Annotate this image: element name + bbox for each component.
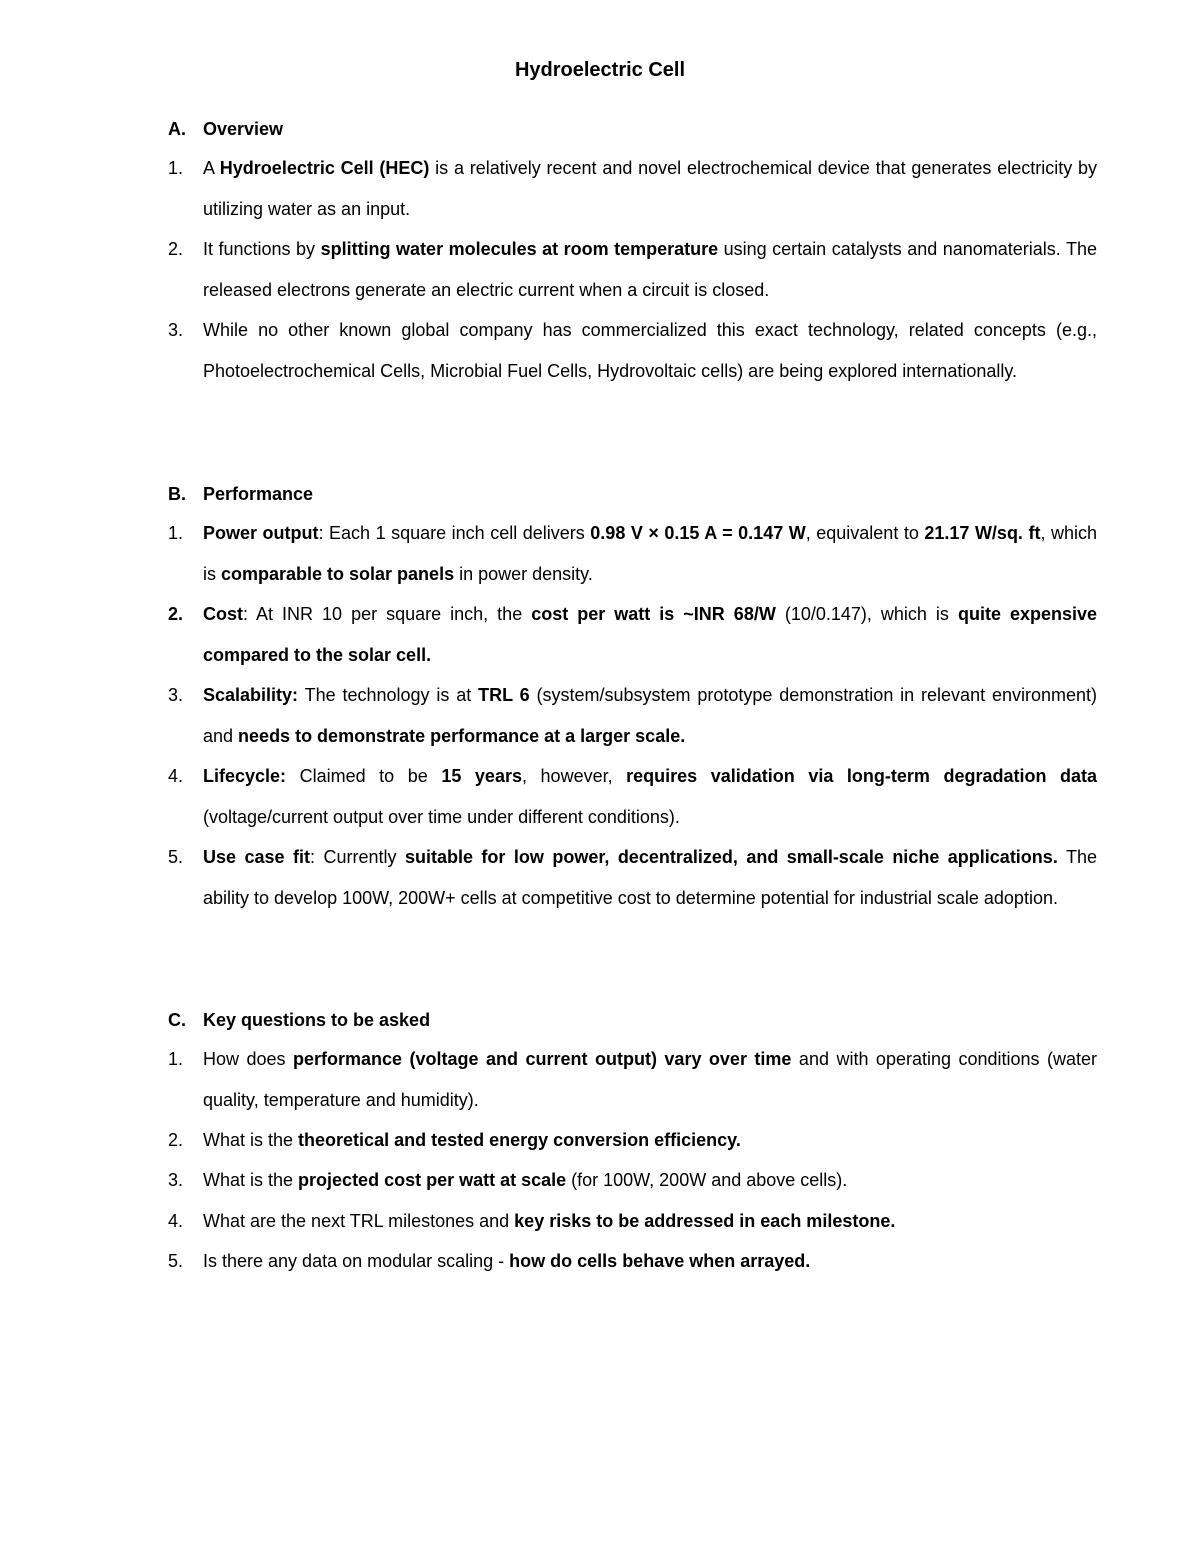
section-letter: A. [168,119,186,139]
bold-text: Use case fit [203,847,310,867]
list-item-text [203,594,1097,675]
list-item-text [203,1160,1097,1201]
list-item [168,513,1097,594]
list-item-number: 2. [168,604,184,624]
text-run: : At INR 10 per square inch, the [243,604,532,624]
list-item-number: 3. [168,685,184,705]
list-item-text [203,1241,1097,1282]
list-item-text [203,148,1097,229]
list-item [168,148,1097,229]
bold-text: key risks to be addressed in each milestone. [514,1211,896,1231]
section-heading [168,117,1098,141]
bold-text: requires validation via long-term degradation data [626,766,1098,786]
list-item [168,756,1097,837]
list-item-text [203,837,1097,918]
list-item [168,1201,1097,1242]
text-run: (10/0.147), which is [775,604,958,624]
list-item [168,837,1097,918]
text-run: Is there any data on modular scaling - [203,1251,510,1271]
section-letter: C. [168,1010,186,1030]
list-item [168,229,1097,310]
bold-text: 21.17 W/sq. ft [924,523,1041,543]
section-title: Key questions to be asked [203,1010,431,1030]
text-run: What is the [203,1130,299,1150]
bold-text: Cost [203,604,243,624]
list-item-number: 4. [168,1211,184,1231]
list-item [168,1160,1097,1201]
list-item-number: 4. [168,766,184,786]
list-item-number: 3. [168,320,184,340]
list-item-text [203,675,1097,756]
section-title: Overview [203,119,284,139]
list-item [168,310,1097,391]
section-title: Performance [203,484,314,504]
bold-text: quite expensive compared to the solar cell. [203,604,1098,665]
list-item [168,675,1097,756]
text-run: : Each 1 square inch cell delivers [318,523,591,543]
list-item-text [203,1201,1097,1242]
text-run: and with operating conditions (water quality, temperature and humidity). [203,1049,1098,1110]
text-run: (voltage/current output over time under different conditions). [203,806,680,827]
section-heading [168,1008,1098,1032]
text-run: What are the next TRL milestones and [203,1211,515,1231]
list-item [168,1120,1097,1161]
bold-text: Scalability: [203,685,299,705]
text-run: , however, [521,766,627,786]
text-run: Claimed to be [286,766,442,786]
section-heading [168,482,1098,506]
list-item-text [203,229,1097,310]
bold-text: splitting water molecules at room temperature [320,239,719,259]
bold-text: 15 years [441,766,522,786]
bold-text: performance (voltage and current output) vary over time [293,1049,792,1069]
bold-text: cost per watt is ~INR 68/W [531,604,776,624]
text-run: A [203,158,220,178]
text-run: is a relatively recent and novel electrochemical device that generates electricity by utilizing water as an input. [203,158,1098,219]
document-title: Hydroelectric Cell [514,59,686,81]
bold-text: projected cost per watt at scale [298,1170,567,1190]
list-item-text [203,756,1097,837]
bold-text: suitable for low power, decentralized, and small-scale niche applications. [404,847,1058,867]
text-run: : Currently [309,847,405,867]
text-run: using certain catalysts and nanomaterials. The released electrons generate an electric current when a circuit is closed. [203,239,1097,300]
list-item-number: 2. [168,239,184,259]
bold-text: needs to demonstrate performance at a larger scale. [238,725,686,746]
bold-text: Power output [203,523,319,543]
text-run: How does [203,1049,293,1069]
list-item [168,1039,1097,1120]
text-run: (system/subsystem prototype demonstration in relevant environment) and [203,685,1097,746]
text-run: , which is [203,523,1097,584]
text-run: The technology is at [298,685,479,705]
bold-text: Hydroelectric Cell (HEC) [219,158,430,178]
section-letter: B. [168,484,186,504]
list-item-number: 5. [168,847,184,867]
text-run: What is the [203,1170,299,1190]
text-run: (for 100W, 200W and above cells). [566,1170,848,1190]
list-item-number: 1. [168,158,184,178]
list-item-text [203,1039,1097,1120]
text-run: , equivalent to [805,523,925,543]
bold-text: comparable to solar panels [221,563,455,584]
text-run: in power density. [454,563,593,584]
list-item-number: 5. [168,1251,184,1271]
list-item-number: 1. [168,523,184,543]
text-run: It functions by [203,239,321,259]
list-item [168,1241,1097,1282]
bold-text: 0.98 V × 0.15 A = 0.147 W [590,523,806,543]
bold-text: how do cells behave when arrayed. [509,1251,811,1271]
text-run: The ability to develop 100W, 200W+ cells at competitive cost to determine potential for industrial scale adoption. [203,847,1097,908]
bold-text: theoretical and tested energy conversion efficiency. [298,1130,741,1150]
list-item-number: 3. [168,1170,184,1190]
bold-text: TRL 6 [478,685,530,705]
list-item-text [203,310,1097,391]
bold-text: Lifecycle: [203,766,287,786]
list-item-text [203,513,1097,594]
list-item-text [203,1120,1097,1161]
list-item [168,594,1097,675]
text-run: While no other known global company has commercialized this exact technology, related concepts (e.g., Photoelectrochemical Cells, Microbial Fuel Cells, Hydrovoltaic cells) are being explored internationally. [203,320,1097,381]
list-item-number: 2. [168,1130,184,1150]
list-item-number: 1. [168,1049,184,1069]
